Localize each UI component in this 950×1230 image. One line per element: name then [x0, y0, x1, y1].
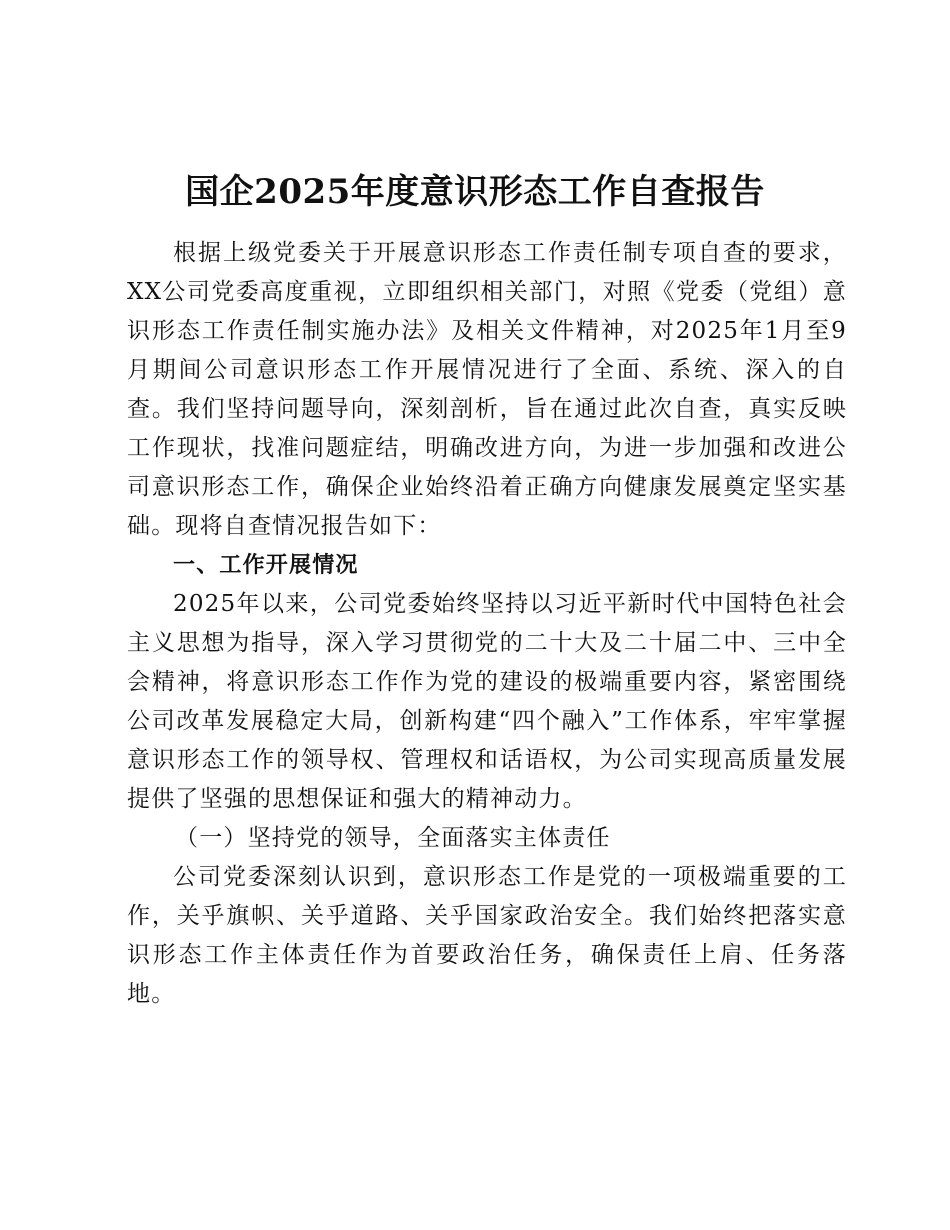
document-body [127, 234, 847, 1014]
section-heading: 一、工作开展情况 [173, 553, 359, 578]
subsection-paragraph: 公司党委深刻认识到，意识形态工作是党的一项极端重要的工作，关乎旗帜、关乎道路、关乎国家政治安全。我们始终把落实意识形态工作主体责任作为首要政治任务，确保责任上肩、任务落地。 [127, 864, 847, 1007]
document-title: 国企2025年度意识形态工作自查报告 [185, 172, 765, 212]
section-paragraph: 2025年以来，公司党委始终坚持以习近平新时代中国特色社会主义思想为指导，深入学习贯彻党的二十大及二十届二中、三中全会精神，将意识形态工作作为党的建设的极端重要内容，紧密围绕公司改革发展稳定大局，创新构建“四个融入”工作体系，牢牢掌握意识形态工作的领导权、管理权和话语权，为公司实现高质量发展提供了坚强的思想保证和强大的精神动力。 [127, 591, 847, 812]
subsection-heading: （一）坚持党的领导，全面落实主体责任 [175, 825, 611, 851]
intro-paragraph: 根据上级党委关于开展意识形态工作责任制专项自查的要求，XX公司党委高度重视，立即组织相关部门，对照《党委（党组）意识形态工作责任制实施办法》及相关文件精神，对2025年1月至9月期间公司意识形态工作开展情况进行了全面、系统、深入的自查。我们坚持问题导向，深刻剖析，旨在通过此次自查，真实反映工作现状，找准问题症结，明确改进方向，为进一步加强和改进公司意识形态工作，确保企业始终沿着正确方向健康发展奠定坚实基础。现将自查情况报告如下： [127, 240, 847, 539]
